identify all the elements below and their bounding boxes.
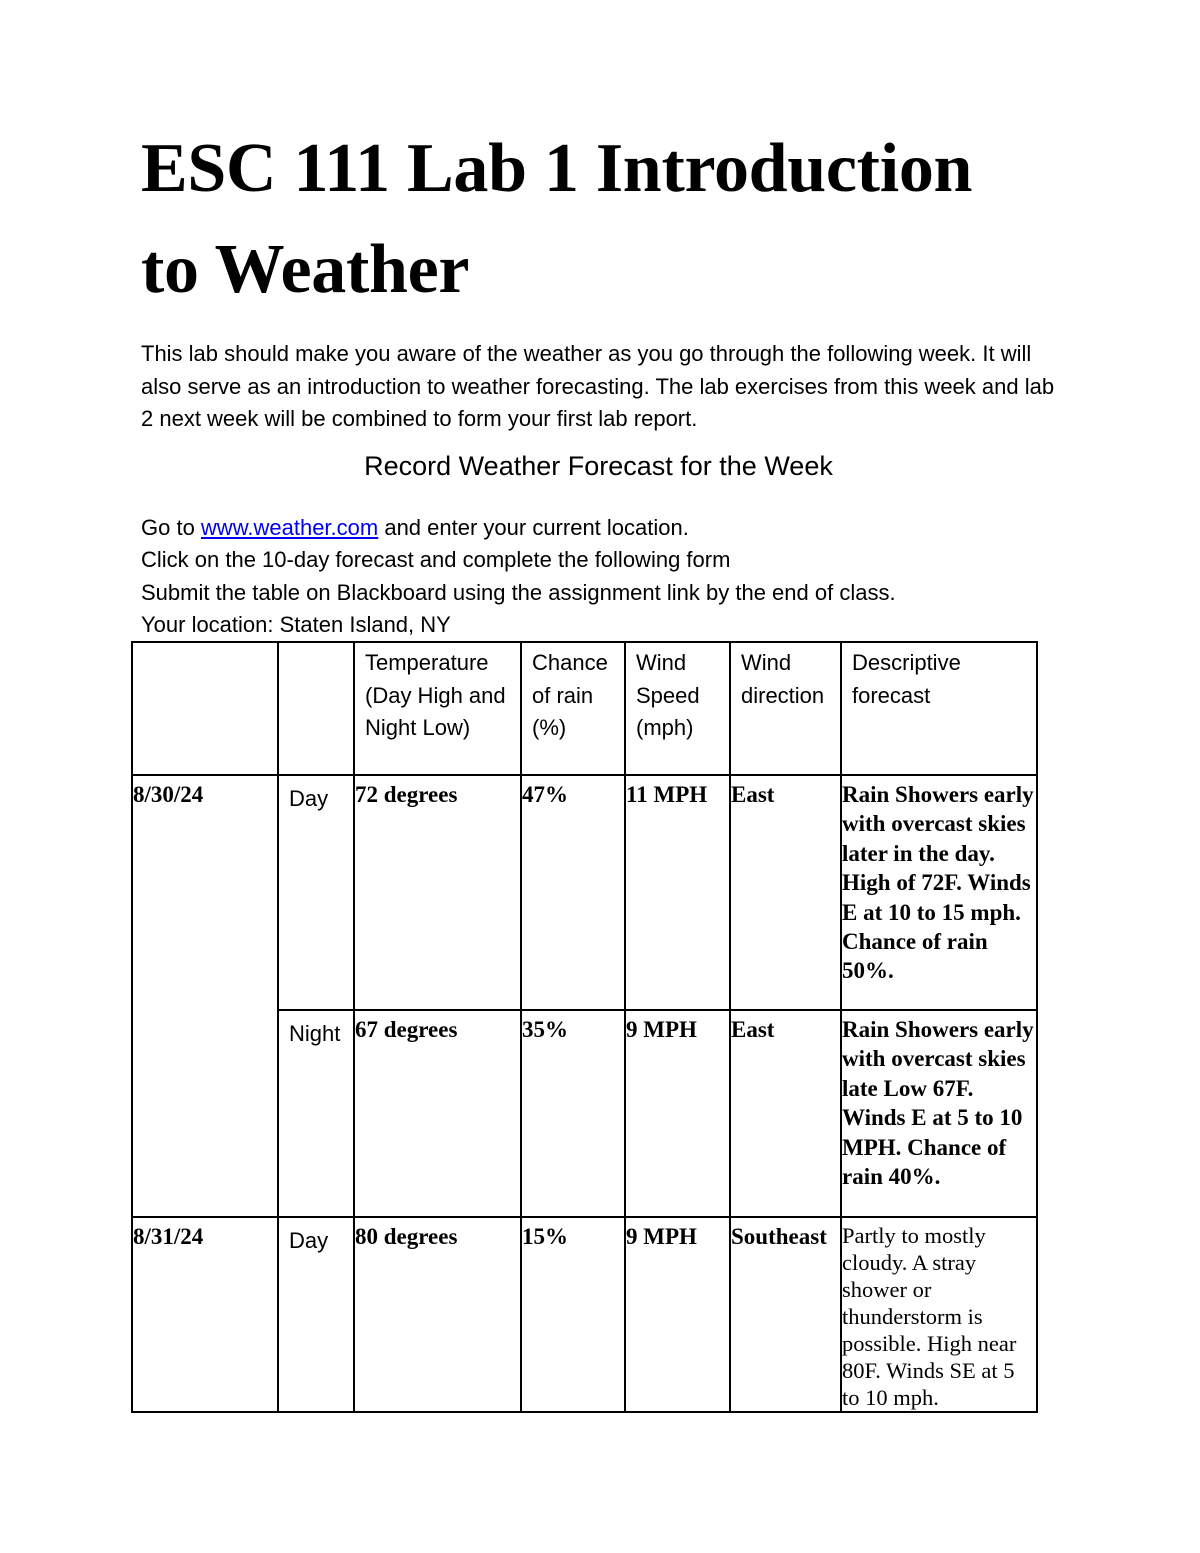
wind-direction-cell: East [730, 775, 841, 1010]
weather-com-link[interactable]: www.weather.com [200, 514, 379, 540]
instruction-line-3: Submit the table on Blackboard using the assignment link by the end of class. [141, 579, 896, 605]
header-temperature: Temperature (Day High and Night Low) [354, 642, 521, 775]
header-descriptive-forecast: Descriptive forecast [841, 642, 1037, 775]
title-line-1: ESC 111 Lab 1 Introduction [141, 130, 973, 207]
period-cell: Day [278, 775, 354, 1010]
table-row [132, 775, 1037, 1010]
descriptive-forecast-cell: Rain Showers early with overcast skies late Low 67F. Winds E at 5 to 10 MPH. Chance of rain 40%. [841, 1010, 1037, 1217]
header-period [278, 642, 354, 775]
chance-of-rain-cell: 47% [521, 775, 625, 1010]
header-chance-of-rain: Chance of rain (%) [521, 642, 625, 775]
chance-of-rain-cell: 35% [521, 1010, 625, 1217]
document-page [141, 118, 1061, 642]
instruction-line-2: Click on the 10-day forecast and complete the following form [141, 547, 731, 572]
date-cell: 8/31/24 [132, 1217, 278, 1412]
wind-direction-cell: Southeast [730, 1217, 841, 1412]
document-title [141, 118, 1061, 320]
date-cell: 8/30/24 [132, 775, 278, 1217]
title-line-2: to Weather [141, 231, 470, 308]
forecast-table [131, 641, 1038, 1413]
wind-speed-cell: 9 MPH [625, 1217, 730, 1412]
wind-speed-cell: 9 MPH [625, 1010, 730, 1217]
table-row [132, 1217, 1037, 1412]
temperature-cell: 72 degrees [354, 775, 521, 1010]
wind-speed-cell: 11 MPH [625, 775, 730, 1010]
instruction-line-1-suffix: and enter your current location. [378, 514, 689, 540]
descriptive-forecast-cell: Rain Showers early with overcast skies later in the day. High of 72F. Winds E at 10 to 15 mph. Chance of rain 50%. [841, 775, 1037, 1010]
instruction-line-1-prefix: Go to [141, 514, 201, 540]
header-wind-direction: Wind direction [730, 642, 841, 775]
period-cell: Night [278, 1010, 354, 1217]
header-wind-speed: Wind Speed (mph) [625, 642, 730, 775]
period-cell: Day [278, 1217, 354, 1412]
chance-of-rain-cell: 15% [521, 1217, 625, 1412]
location-line: Your location: Staten Island, NY [141, 612, 451, 637]
instructions [141, 512, 1061, 642]
intro-paragraph: This lab should make you aware of the weather as you go through the following week. It will also serve as an introduction to weather forecasting. The lab exercises from this week and lab 2 next week will be combined to form your first lab report. [141, 341, 1055, 431]
temperature-cell: 67 degrees [354, 1010, 521, 1217]
descriptive-forecast-cell: Partly to mostly cloudy. A stray shower or thunderstorm is possible. High near 80F. Winds SE at 5 to 10 mph. [841, 1217, 1037, 1412]
temperature-cell: 80 degrees [354, 1217, 521, 1412]
wind-direction-cell: East [730, 1010, 841, 1217]
table-header-row [132, 642, 1037, 775]
instruction-line-1 [141, 512, 1061, 545]
section-heading: Record Weather Forecast for the Week [364, 450, 833, 481]
header-date [132, 642, 278, 775]
